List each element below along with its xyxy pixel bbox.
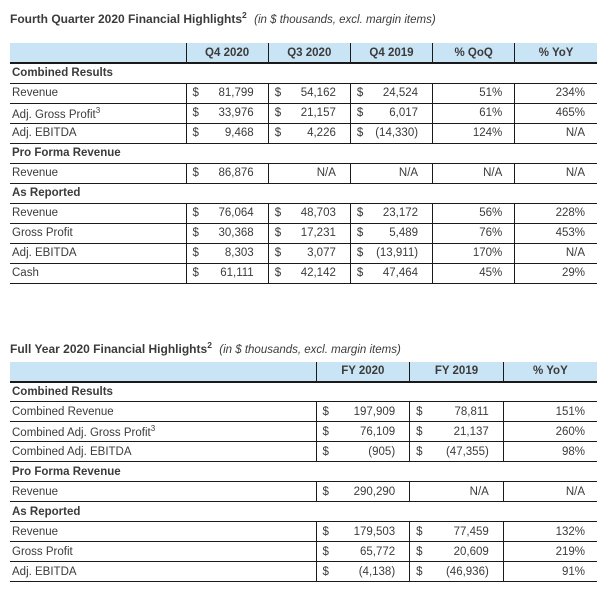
cell-value: N/A bbox=[565, 167, 585, 179]
column-header-q4-2019: Q4 2019 bbox=[350, 43, 432, 63]
currency-symbol: $ bbox=[192, 87, 199, 99]
column-header-q3-2020: Q3 2020 bbox=[268, 43, 350, 63]
value-cell bbox=[410, 542, 504, 562]
cell-value: 197,909 bbox=[353, 405, 396, 418]
value-cell bbox=[186, 263, 268, 283]
cell-value: 98% bbox=[561, 445, 585, 458]
percent-cell bbox=[433, 263, 515, 283]
currency-symbol: $ bbox=[356, 87, 364, 99]
currency-symbol: $ bbox=[356, 207, 364, 219]
value-cell bbox=[316, 442, 410, 462]
cell-value: (13,911) bbox=[376, 247, 419, 259]
cell-value: (47,355) bbox=[445, 445, 489, 458]
cell-value: 23,172 bbox=[382, 207, 419, 219]
title-subtitle: (in $ thousands, excl. margin items) bbox=[219, 343, 401, 356]
cell-value: 51% bbox=[479, 87, 503, 99]
value-cell bbox=[410, 422, 504, 442]
cell-value: 61% bbox=[479, 107, 503, 119]
value-cell bbox=[186, 163, 268, 183]
row-label bbox=[10, 203, 186, 223]
value-cell bbox=[186, 203, 268, 223]
currency-symbol: $ bbox=[274, 247, 282, 259]
header-spacer-cell bbox=[10, 362, 316, 382]
currency-symbol: $ bbox=[322, 485, 329, 498]
currency-symbol: $ bbox=[192, 167, 199, 179]
column-header--yoy: % YoY bbox=[503, 362, 597, 382]
cell-value: 17,231 bbox=[300, 227, 336, 239]
cell-value: 54,162 bbox=[300, 87, 336, 99]
currency-symbol: $ bbox=[274, 207, 282, 219]
cell-value: 33,976 bbox=[218, 107, 254, 119]
percent-cell bbox=[433, 163, 515, 183]
cell-value: N/A bbox=[483, 167, 503, 179]
currency-symbol: $ bbox=[416, 565, 423, 578]
row-label-text: Combined Revenue bbox=[12, 405, 114, 418]
currency-symbol: $ bbox=[356, 127, 364, 139]
row-label bbox=[10, 103, 186, 123]
cell-value: 21,157 bbox=[300, 107, 336, 119]
cell-value: 453% bbox=[555, 227, 585, 239]
table-row bbox=[10, 163, 597, 183]
currency-symbol: $ bbox=[192, 247, 199, 259]
currency-symbol: $ bbox=[322, 405, 329, 418]
value-cell bbox=[186, 123, 268, 143]
table-row bbox=[10, 103, 597, 123]
percent-cell bbox=[515, 163, 597, 183]
cell-value: N/A bbox=[565, 247, 585, 259]
currency-symbol: $ bbox=[192, 107, 199, 119]
currency-symbol: $ bbox=[322, 425, 329, 438]
currency-symbol: $ bbox=[322, 545, 329, 558]
table-row bbox=[10, 243, 597, 263]
cell-value: 6,017 bbox=[389, 107, 419, 119]
table-row bbox=[10, 422, 597, 442]
cell-value: 3,077 bbox=[307, 247, 336, 259]
row-label bbox=[10, 402, 316, 422]
currency-symbol: $ bbox=[274, 87, 282, 99]
cell-value: 5,489 bbox=[389, 227, 419, 239]
percent-cell bbox=[515, 123, 597, 143]
section-header-row bbox=[10, 462, 597, 482]
cell-value: 234% bbox=[555, 87, 585, 99]
currency-symbol: $ bbox=[322, 525, 329, 538]
value-cell bbox=[268, 103, 350, 123]
table-row bbox=[10, 522, 597, 542]
row-label-text: Adj. EBITDA bbox=[12, 127, 77, 139]
cell-value: 8,303 bbox=[224, 247, 254, 259]
cell-value: 465% bbox=[555, 107, 585, 119]
currency-symbol: $ bbox=[192, 267, 199, 279]
value-cell bbox=[186, 243, 268, 263]
cell-value: 78,811 bbox=[454, 405, 489, 418]
currency-symbol: $ bbox=[416, 405, 423, 418]
currency-symbol: $ bbox=[356, 247, 364, 259]
row-label-text: Cash bbox=[12, 267, 39, 279]
currency-symbol: $ bbox=[274, 127, 282, 139]
cell-value: 48,703 bbox=[300, 207, 336, 219]
percent-cell bbox=[433, 123, 515, 143]
value-cell bbox=[350, 223, 432, 243]
currency-symbol: $ bbox=[322, 565, 329, 578]
value-cell bbox=[186, 103, 268, 123]
value-cell bbox=[316, 482, 410, 502]
cell-value: N/A bbox=[316, 167, 336, 179]
percent-cell bbox=[433, 83, 515, 103]
row-label-text: Adj. Gross Profit bbox=[12, 108, 96, 121]
value-cell bbox=[410, 522, 504, 542]
table-row bbox=[10, 123, 597, 143]
percent-cell bbox=[503, 562, 597, 582]
currency-symbol: $ bbox=[192, 127, 199, 139]
table-header-row bbox=[10, 43, 597, 63]
percent-cell bbox=[503, 402, 597, 422]
currency-symbol: $ bbox=[356, 107, 364, 119]
percent-cell bbox=[433, 243, 515, 263]
value-cell bbox=[350, 243, 432, 263]
percent-cell bbox=[433, 103, 515, 123]
row-label-text: Combined Adj. EBITDA bbox=[12, 445, 132, 458]
value-cell bbox=[186, 223, 268, 243]
value-cell bbox=[410, 442, 504, 462]
fy-2020-highlights-block bbox=[10, 338, 597, 583]
cell-value: 77,459 bbox=[453, 525, 489, 538]
section-header-row bbox=[10, 502, 597, 522]
title-text: Full Year 2020 Financial Highlights bbox=[10, 341, 208, 356]
row-label bbox=[10, 482, 316, 502]
row-label bbox=[10, 163, 186, 183]
currency-symbol: $ bbox=[416, 445, 423, 458]
column-header-q4-2020: Q4 2020 bbox=[186, 43, 268, 63]
cell-value: 30,368 bbox=[218, 227, 254, 239]
currency-symbol: $ bbox=[416, 425, 423, 438]
table-row bbox=[10, 482, 597, 502]
value-cell bbox=[316, 542, 410, 562]
value-cell bbox=[268, 223, 350, 243]
cell-value: (14,330) bbox=[375, 127, 419, 139]
fy-2020-financial-table bbox=[10, 362, 597, 583]
value-cell bbox=[350, 263, 432, 283]
section-header-row bbox=[10, 183, 597, 203]
row-label bbox=[10, 243, 186, 263]
table-header-row bbox=[10, 362, 597, 382]
title-footnote-ref: 2 bbox=[242, 10, 247, 20]
title-footnote-ref: 2 bbox=[207, 339, 212, 350]
value-cell bbox=[316, 522, 410, 542]
cell-value: 65,772 bbox=[359, 545, 396, 558]
cell-value: 4,226 bbox=[307, 127, 336, 139]
value-cell bbox=[268, 123, 350, 143]
table-row bbox=[10, 542, 597, 562]
cell-value: (905) bbox=[368, 445, 396, 458]
value-cell bbox=[316, 422, 410, 442]
percent-cell bbox=[515, 263, 597, 283]
cell-value: 124% bbox=[472, 127, 503, 139]
table-row bbox=[10, 203, 597, 223]
cell-value: 219% bbox=[555, 545, 585, 558]
cell-value: N/A bbox=[565, 485, 585, 498]
currency-symbol: $ bbox=[274, 227, 282, 239]
currency-symbol: $ bbox=[192, 207, 199, 219]
column-header-fy-2020: FY 2020 bbox=[316, 362, 410, 382]
row-label-text: Gross Profit bbox=[12, 227, 73, 239]
percent-cell bbox=[433, 223, 515, 243]
row-label bbox=[10, 123, 186, 143]
section-label: Combined Results bbox=[10, 382, 597, 402]
row-label bbox=[10, 522, 316, 542]
section-header-row bbox=[10, 382, 597, 402]
section-label: As Reported bbox=[10, 502, 597, 522]
value-cell bbox=[350, 163, 432, 183]
row-label bbox=[10, 263, 186, 283]
cell-value: 76,109 bbox=[359, 425, 396, 438]
cell-value: 290,290 bbox=[353, 485, 396, 498]
section-label: Pro Forma Revenue bbox=[10, 462, 597, 482]
value-cell bbox=[268, 203, 350, 223]
percent-cell bbox=[515, 223, 597, 243]
cell-value: (4,138) bbox=[358, 565, 396, 578]
percent-cell bbox=[503, 442, 597, 462]
column-header--qoq: % QoQ bbox=[433, 43, 515, 63]
cell-value: 61,111 bbox=[220, 267, 254, 279]
table-row bbox=[10, 223, 597, 243]
cell-value: 42,142 bbox=[300, 267, 336, 279]
row-label bbox=[10, 542, 316, 562]
currency-symbol: $ bbox=[416, 525, 423, 538]
currency-symbol: $ bbox=[274, 107, 282, 119]
percent-cell bbox=[503, 542, 597, 562]
row-label bbox=[10, 562, 316, 582]
cell-value: 228% bbox=[555, 207, 585, 219]
currency-symbol: $ bbox=[192, 227, 199, 239]
row-label-text: Revenue bbox=[12, 485, 59, 498]
column-header--yoy: % YoY bbox=[515, 43, 597, 63]
cell-value: 81,799 bbox=[218, 87, 254, 99]
value-cell bbox=[350, 83, 432, 103]
value-cell bbox=[186, 83, 268, 103]
table-row bbox=[10, 562, 597, 582]
section-header-row bbox=[10, 143, 597, 163]
table-row bbox=[10, 442, 597, 462]
cell-value: 20,609 bbox=[453, 545, 489, 558]
value-cell bbox=[316, 402, 410, 422]
row-label-text: Revenue bbox=[12, 207, 59, 219]
percent-cell bbox=[515, 103, 597, 123]
value-cell bbox=[268, 243, 350, 263]
row-label-text: Revenue bbox=[12, 167, 59, 179]
cell-value: 260% bbox=[555, 425, 585, 438]
value-cell bbox=[410, 482, 504, 502]
cell-value: 21,137 bbox=[453, 425, 489, 438]
cell-value: (46,936) bbox=[445, 565, 489, 578]
cell-value: 9,468 bbox=[224, 127, 254, 139]
column-header-fy-2019: FY 2019 bbox=[410, 362, 504, 382]
row-label bbox=[10, 442, 316, 462]
footnote-ref: 3 bbox=[95, 105, 101, 115]
cell-value: 151% bbox=[555, 405, 585, 418]
row-label bbox=[10, 223, 186, 243]
cell-value: 76% bbox=[479, 227, 503, 239]
row-label-text: Combined Adj. Gross Profit bbox=[12, 426, 151, 439]
cell-value: 45% bbox=[479, 267, 503, 279]
currency-symbol: $ bbox=[356, 227, 364, 239]
cell-value: N/A bbox=[565, 127, 585, 139]
row-label bbox=[10, 83, 186, 103]
value-cell bbox=[350, 123, 432, 143]
percent-cell bbox=[515, 243, 597, 263]
title-subtitle: (in $ thousands, excl. margin items) bbox=[254, 14, 436, 26]
value-cell bbox=[268, 163, 350, 183]
q4-2020-highlights-block bbox=[10, 8, 597, 284]
row-label-text: Adj. EBITDA bbox=[12, 247, 77, 259]
cell-value: 56% bbox=[479, 207, 503, 219]
table-row bbox=[10, 263, 597, 283]
q4-table-title bbox=[10, 8, 597, 27]
currency-symbol: $ bbox=[416, 545, 423, 558]
cell-value: 86,876 bbox=[218, 167, 254, 179]
fy-table-title bbox=[10, 338, 597, 357]
percent-cell bbox=[503, 482, 597, 502]
value-cell bbox=[410, 562, 504, 582]
row-label-text: Revenue bbox=[12, 525, 59, 538]
section-label: Combined Results bbox=[10, 63, 597, 83]
cell-value: N/A bbox=[469, 485, 489, 498]
value-cell bbox=[316, 562, 410, 582]
cell-value: 132% bbox=[555, 525, 585, 538]
q4-2020-financial-table bbox=[10, 43, 597, 284]
cell-value: 29% bbox=[561, 267, 585, 279]
cell-value: 91% bbox=[561, 565, 585, 578]
cell-value: N/A bbox=[398, 167, 419, 179]
percent-cell bbox=[503, 522, 597, 542]
value-cell bbox=[410, 402, 504, 422]
value-cell bbox=[350, 203, 432, 223]
value-cell bbox=[350, 103, 432, 123]
value-cell bbox=[268, 263, 350, 283]
percent-cell bbox=[515, 203, 597, 223]
percent-cell bbox=[503, 422, 597, 442]
cell-value: 47,464 bbox=[382, 267, 419, 279]
section-label: Pro Forma Revenue bbox=[10, 143, 597, 163]
section-label: As Reported bbox=[10, 183, 597, 203]
percent-cell bbox=[515, 83, 597, 103]
cell-value: 170% bbox=[472, 247, 503, 259]
value-cell bbox=[268, 83, 350, 103]
cell-value: 24,524 bbox=[382, 87, 419, 99]
table-row bbox=[10, 83, 597, 103]
section-header-row bbox=[10, 63, 597, 83]
table-row bbox=[10, 402, 597, 422]
currency-symbol: $ bbox=[322, 445, 329, 458]
row-label-text: Adj. EBITDA bbox=[12, 565, 77, 578]
currency-symbol: $ bbox=[356, 267, 364, 279]
currency-symbol: $ bbox=[274, 267, 282, 279]
row-label-text: Gross Profit bbox=[12, 545, 73, 558]
row-label-text: Revenue bbox=[12, 87, 59, 99]
cell-value: 76,064 bbox=[218, 207, 254, 219]
percent-cell bbox=[433, 203, 515, 223]
row-label bbox=[10, 422, 316, 442]
cell-value: 179,503 bbox=[353, 525, 396, 538]
title-text: Fourth Quarter 2020 Financial Highlights bbox=[10, 12, 243, 26]
footnote-ref: 3 bbox=[150, 424, 156, 434]
header-spacer-cell bbox=[10, 43, 186, 63]
